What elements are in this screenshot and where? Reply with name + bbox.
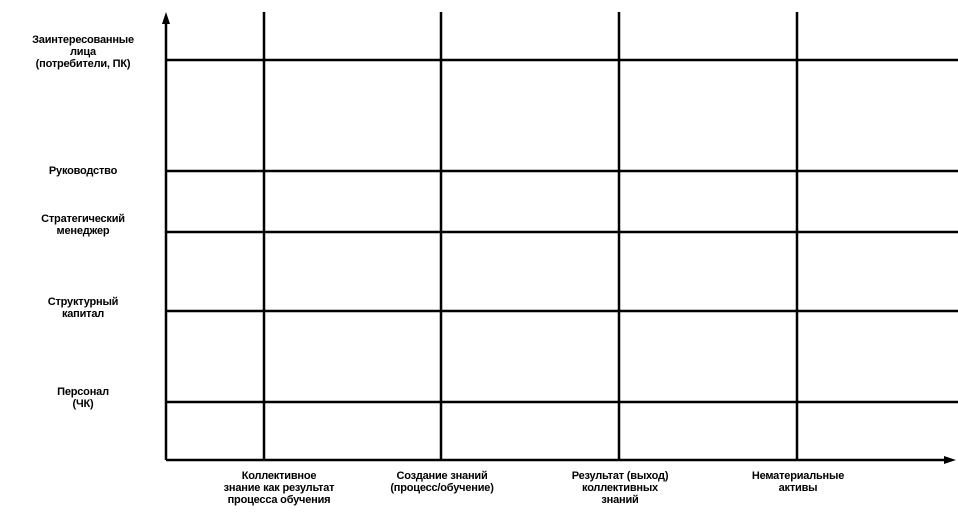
y-axis-arrow-icon [162, 12, 170, 24]
column-label-knowledge-output: Результат (выход) коллективных знаний [571, 470, 669, 506]
x-axis-arrow-icon [944, 456, 956, 464]
column-label-intangible-assets: Нематериальные активы [751, 470, 845, 494]
row-label-structural-capital: Структурный капитал [47, 296, 119, 320]
row-label-stakeholders: Заинтересованные лица (потребители, ПК) [32, 34, 134, 70]
row-label-strategic-manager: Стратегический менеджер [41, 213, 125, 237]
row-label-management: Руководство [48, 165, 118, 177]
row-label-personnel: Персонал (ЧК) [57, 386, 109, 410]
column-label-knowledge-creation: Создание знаний (процесс/обучение) [390, 470, 494, 494]
column-label-collective-knowledge: Коллективное знание как результат процесса обучения [223, 470, 335, 506]
